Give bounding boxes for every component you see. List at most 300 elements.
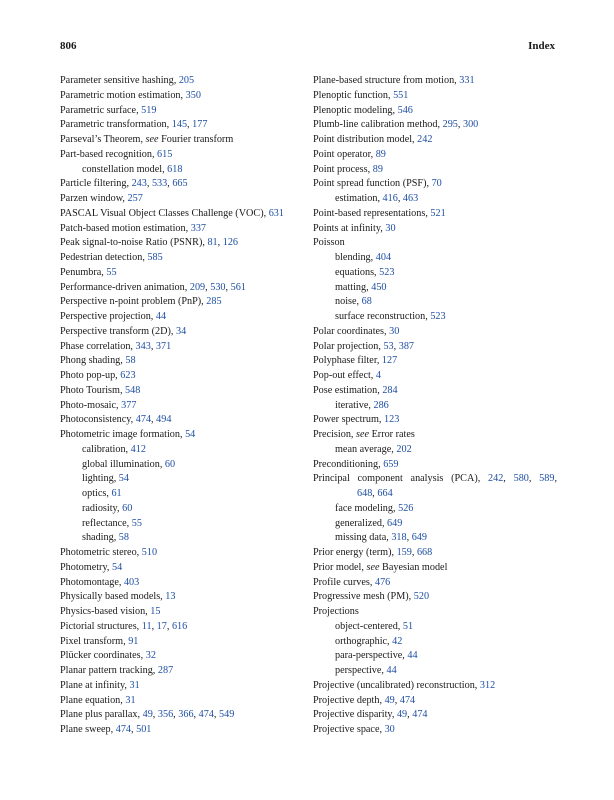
page-link[interactable]: 450	[371, 281, 387, 293]
page-link[interactable]: 44	[155, 311, 167, 322]
page-link[interactable]: 403	[123, 576, 140, 588]
index-term: global illumination,	[82, 458, 165, 470]
index-entry	[60, 649, 308, 664]
index-term: calibration,	[82, 443, 131, 455]
index-entry	[60, 325, 308, 340]
page-link[interactable]: 70	[431, 178, 442, 190]
index-entry: Projective depth, 49, 474	[313, 694, 416, 706]
page-link[interactable]: 285	[206, 296, 222, 308]
page-link[interactable]: 55	[131, 517, 142, 529]
index-entry	[60, 561, 308, 576]
index-term: Photometry,	[60, 561, 112, 573]
index-entry	[313, 413, 557, 428]
page-link[interactable]: 649	[411, 532, 427, 544]
page-link[interactable]: 54	[111, 561, 123, 573]
index-entry	[60, 384, 308, 399]
index-entry	[60, 369, 308, 384]
index-term: Plenoptic function,	[313, 89, 394, 101]
index-entry	[313, 133, 557, 148]
page-header	[60, 40, 555, 54]
index-entry	[313, 576, 557, 591]
index-term: Pop-out effect,	[313, 370, 376, 381]
index-term: shading,	[82, 532, 119, 544]
index-term: Plumb-line calibration method,	[313, 119, 443, 131]
see-target: Fourier transform	[158, 134, 234, 145]
index-subentry	[313, 443, 557, 458]
page-link[interactable]: 659	[383, 458, 399, 470]
index-column-left	[60, 74, 308, 738]
page-link[interactable]: 15	[150, 606, 161, 617]
index-term: Photo pop-up,	[60, 370, 121, 381]
index-term: missing data,	[335, 532, 392, 544]
index-entry	[60, 399, 308, 414]
page-link[interactable]: 127	[381, 355, 398, 367]
index-entry	[313, 679, 557, 694]
index-term: estimation,	[335, 193, 383, 204]
page-link[interactable]: 13	[165, 591, 176, 603]
index-term: Polyphase filter,	[313, 355, 382, 367]
index-entry	[60, 635, 308, 650]
index-term: Particle filtering,	[60, 178, 132, 190]
index-entry	[313, 590, 557, 605]
page-link[interactable]: 377	[121, 399, 137, 411]
page-link[interactable]: 463	[402, 193, 419, 204]
index-term: Physics-based vision,	[60, 606, 151, 617]
index-entry	[313, 207, 557, 222]
index-entry	[60, 133, 308, 148]
page-link[interactable]: 30	[385, 222, 396, 234]
index-term: Photometric image formation,	[60, 429, 186, 440]
page-link[interactable]: 126	[222, 237, 238, 249]
index-entry	[60, 546, 308, 561]
index-subentry	[313, 635, 557, 650]
index-term: Point spread function (PSF),	[313, 178, 432, 190]
index-entry	[313, 236, 557, 251]
page-link[interactable]: 34	[176, 325, 187, 337]
index-term: Perspective projection,	[60, 311, 156, 322]
index-term: mean average,	[335, 443, 397, 455]
index-term: Planar pattern tracking,	[60, 665, 158, 676]
see-target: Error rates	[369, 429, 415, 440]
index-subentry	[60, 487, 308, 502]
index-term: reflectance,	[82, 517, 132, 529]
index-entry: Parametric transformation, 145, 177	[60, 119, 208, 131]
index-entry	[60, 148, 308, 163]
index-entry	[313, 222, 557, 237]
page-link[interactable]: 55	[106, 266, 117, 278]
page-link[interactable]: 58	[125, 355, 136, 367]
index-entry: Plane sweep, 474, 501	[60, 724, 152, 735]
page-link[interactable]: 295	[442, 119, 458, 131]
index-term: Parametric motion estimation,	[60, 89, 186, 101]
page-link[interactable]: 533	[151, 178, 168, 190]
index-subentry	[313, 251, 557, 266]
page-link[interactable]: 416	[382, 193, 398, 204]
index-term: Projective (uncalibrated) reconstruction,	[313, 679, 480, 691]
index-subentry	[313, 649, 557, 664]
index-term: Pedestrian detection,	[60, 252, 148, 263]
index-term: matting,	[335, 281, 372, 293]
page-link[interactable]: 287	[157, 665, 174, 676]
see-reference: see	[366, 561, 380, 573]
page-link[interactable]: 17	[156, 620, 167, 632]
see-reference: see	[356, 429, 370, 440]
index-term: Points at infinity,	[313, 222, 386, 234]
page-link[interactable]: 350	[185, 89, 201, 101]
page-link[interactable]: 476	[374, 576, 391, 588]
index-term: Phase correlation,	[60, 340, 136, 352]
page-link[interactable]: 243	[131, 178, 147, 190]
page-link[interactable]: 523	[379, 266, 395, 278]
page-link[interactable]: 371	[155, 340, 172, 352]
index-term: Plücker coordinates,	[60, 650, 146, 662]
page-link[interactable]: 11	[141, 620, 152, 632]
page-link[interactable]: 404	[375, 252, 392, 263]
index-term: Preconditioning,	[313, 458, 384, 470]
index-subentry	[60, 502, 308, 517]
index-term: Plane-based structure from motion,	[313, 75, 460, 86]
index-entry	[60, 222, 308, 237]
index-entry	[313, 723, 557, 738]
index-term: iterative,	[335, 399, 374, 411]
page-link[interactable]: 474	[399, 694, 416, 706]
index-term: Polar projection,	[313, 340, 384, 352]
index-entry	[60, 251, 308, 266]
page-link[interactable]: 49	[396, 709, 408, 721]
page-link[interactable]: 615	[157, 148, 173, 160]
index-entry	[313, 89, 557, 104]
index-entry: Performance-driven animation, 209, 530, 561	[60, 281, 246, 293]
index-entry	[60, 354, 308, 369]
index-subentry	[60, 517, 308, 532]
page-link[interactable]: 242	[417, 134, 433, 145]
page-link[interactable]: 551	[393, 89, 409, 101]
page-link[interactable]: 474	[412, 709, 428, 721]
index-term: constellation model,	[82, 163, 168, 175]
index-term: Parseval’s Theorem,	[60, 134, 146, 145]
index-entry: Prior energy (term), 159, 668	[313, 547, 433, 558]
running-title: Index	[528, 40, 555, 52]
index-subentry	[313, 517, 557, 532]
index-term: Polar coordinates,	[313, 325, 390, 337]
page-link[interactable]: 31	[129, 679, 140, 691]
page-link[interactable]: 30	[389, 325, 400, 337]
index-term: Plane plus parallax,	[60, 709, 143, 721]
index-entry: Plumb-line calibration method, 295, 300	[313, 119, 479, 131]
see-target: Bayesian model	[379, 561, 448, 573]
index-term: Phong shading,	[60, 355, 126, 367]
index-term: Pose estimation,	[313, 384, 383, 396]
index-term: Pictorial structures,	[60, 620, 142, 632]
page-link[interactable]: 356	[157, 709, 174, 721]
page-link[interactable]: 668	[416, 547, 433, 558]
page-link[interactable]: 49	[142, 709, 153, 721]
page-link[interactable]: 520	[413, 591, 430, 603]
index-entry	[60, 74, 308, 89]
index-term: Photo Tourism,	[60, 384, 126, 396]
index-term: Plane equation,	[60, 694, 126, 706]
page-link[interactable]: 580	[513, 473, 529, 485]
page-link[interactable]: 202	[396, 443, 412, 455]
index-term: Power spectrum,	[313, 414, 385, 426]
page-link[interactable]: 474	[198, 709, 214, 721]
page-link[interactable]: 337	[190, 222, 206, 234]
page-link[interactable]: 159	[396, 547, 412, 558]
page-link[interactable]: 474	[115, 724, 132, 735]
index-subentry	[313, 664, 557, 679]
index-term: Photoconsistency,	[60, 414, 136, 426]
index-subentry	[60, 472, 308, 487]
index-entry	[60, 192, 308, 207]
page-link[interactable]: 32	[145, 650, 156, 662]
page-link[interactable]: 618	[167, 163, 183, 175]
index-entry	[313, 369, 557, 384]
page-link[interactable]: 548	[125, 384, 141, 396]
index-entry	[313, 148, 557, 163]
page-link[interactable]: 549	[219, 709, 235, 721]
index-subentry	[313, 502, 557, 517]
page-link[interactable]: 89	[372, 163, 383, 175]
page-link[interactable]: 664	[377, 488, 393, 499]
page-link[interactable]: 123	[384, 414, 400, 426]
page-link[interactable]: 387	[398, 340, 415, 352]
page-link[interactable]: 53	[383, 340, 394, 352]
index-entry	[313, 354, 557, 369]
page-link[interactable]: 300	[462, 119, 479, 131]
page-link[interactable]: 474	[135, 414, 152, 426]
index-entry	[313, 428, 557, 443]
index-term: object-centered,	[335, 620, 403, 632]
page-link[interactable]: 31	[125, 694, 136, 706]
page-link[interactable]: 343	[135, 340, 151, 352]
page-link[interactable]: 286	[373, 399, 389, 411]
index-term: Parzen window,	[60, 193, 128, 204]
page-link[interactable]: 44	[386, 665, 397, 676]
index-entry	[60, 605, 308, 620]
index-term: Perspective transform (2D),	[60, 325, 176, 337]
index-entry	[313, 561, 557, 576]
page-link[interactable]: 42	[392, 635, 403, 647]
index-entry: Peak signal-to-noise Ratio (PSNR), 81, 126	[60, 237, 238, 249]
index-entry	[313, 605, 557, 620]
index-entry	[313, 325, 557, 340]
see-reference: see	[145, 134, 159, 145]
page-link[interactable]: 30	[384, 724, 395, 735]
page-link[interactable]: 60	[164, 458, 176, 470]
index-subentry	[60, 443, 308, 458]
page-link[interactable]: 60	[122, 502, 133, 514]
index-term: Profile curves,	[313, 576, 375, 588]
index-term: Projective disparity,	[313, 709, 397, 721]
page-link[interactable]: 312	[479, 679, 496, 691]
index-entry: Particle filtering, 243, 533, 665	[60, 178, 188, 190]
index-term: orthographic,	[335, 635, 393, 647]
index-subentry	[60, 531, 308, 546]
page-link[interactable]: 665	[172, 178, 188, 190]
page-link[interactable]: 412	[130, 443, 146, 455]
index-entry	[60, 694, 308, 709]
index-entry	[60, 590, 308, 605]
page-link[interactable]: 44	[407, 650, 418, 662]
index-subentry	[313, 399, 557, 414]
page-link[interactable]: 49	[384, 694, 395, 706]
page-link[interactable]: 284	[382, 384, 398, 396]
index-term: face modeling,	[335, 502, 399, 514]
page-link[interactable]: 589	[539, 473, 555, 485]
index-column-right	[313, 74, 557, 738]
page-link[interactable]: 68	[361, 296, 372, 308]
index-entry	[60, 664, 308, 679]
page-link[interactable]: 501	[136, 724, 152, 735]
index-subentry	[60, 458, 308, 473]
index-term: Photomontage,	[60, 576, 124, 588]
page-link[interactable]: 523	[430, 311, 446, 322]
index-term: Prior energy (term),	[313, 547, 397, 558]
index-entry	[313, 74, 557, 89]
index-entry: Polar projection, 53, 387	[313, 340, 415, 352]
page-link[interactable]: 331	[459, 75, 475, 86]
page-link[interactable]: 530	[210, 281, 226, 293]
index-subentry	[60, 163, 308, 178]
index-subentry	[313, 281, 557, 296]
page-link[interactable]: 51	[402, 620, 414, 632]
trailing-comma: ,	[554, 473, 557, 485]
index-entry: Photoconsistency, 474, 494	[60, 414, 172, 426]
page-link[interactable]: 145	[171, 119, 188, 131]
index-entry	[60, 295, 308, 310]
page-link[interactable]: 631	[268, 207, 284, 219]
index-term: equations,	[335, 266, 380, 278]
page-link[interactable]: 61	[111, 488, 122, 499]
page-link[interactable]: 519	[141, 104, 157, 116]
index-entry	[313, 163, 557, 178]
page-link[interactable]: 366	[178, 709, 194, 721]
index-subentry: 648, 664	[357, 488, 393, 499]
index-term: perspective,	[335, 665, 387, 676]
page-link[interactable]: 521	[430, 207, 446, 219]
index-term: PASCAL Visual Object Classes Challenge (VOC),	[60, 207, 269, 219]
page-link[interactable]: 177	[192, 119, 208, 131]
index-entry: Pictorial structures, 11, 17, 616	[60, 620, 188, 632]
index-term: Progressive mesh (PM),	[313, 591, 414, 603]
index-term: optics,	[82, 488, 112, 499]
index-entry	[60, 576, 308, 591]
index-entry	[60, 104, 308, 119]
index-term: Point distribution model,	[313, 134, 418, 145]
index-subentry	[313, 266, 557, 281]
index-entry	[60, 89, 308, 104]
page-link[interactable]: 648	[357, 488, 373, 499]
index-term: Part-based recognition,	[60, 148, 158, 160]
index-term: lighting,	[82, 473, 119, 485]
index-term: Patch-based motion estimation,	[60, 222, 191, 234]
index-term: Plane sweep,	[60, 724, 116, 735]
index-entry	[60, 310, 308, 325]
page-link[interactable]: 81	[207, 237, 218, 249]
index-term: Point operator,	[313, 148, 376, 160]
index-entry	[313, 458, 557, 473]
index-subentry	[313, 310, 557, 325]
page-link[interactable]: 494	[156, 414, 172, 426]
index-entry: Projective disparity, 49, 474	[313, 709, 428, 721]
index-term: Performance-driven animation,	[60, 281, 190, 293]
index-subentry: missing data, 318, 649	[335, 532, 427, 544]
page-link[interactable]: 526	[398, 502, 414, 514]
index-term: Principal component analysis (PCA),	[313, 473, 489, 485]
index-term: Peak signal-to-noise Ratio (PSNR),	[60, 237, 208, 249]
index-term: Penumbra,	[60, 266, 107, 278]
page-link[interactable]: 54	[185, 429, 196, 440]
index-term: radiosity,	[82, 502, 123, 514]
page-link[interactable]: 585	[147, 252, 163, 263]
page-link[interactable]: 91	[128, 635, 139, 647]
index-term: Photometric stereo,	[60, 547, 142, 558]
index-entry	[313, 177, 557, 192]
page-link[interactable]: 649	[387, 517, 403, 529]
index-term: Parametric surface,	[60, 104, 142, 116]
page-link[interactable]: 257	[127, 193, 143, 204]
index-term: Projective space,	[313, 724, 385, 735]
page-link[interactable]: 205	[178, 75, 195, 86]
index-entry: Principal component analysis (PCA), 242, 580, 589,	[313, 473, 557, 485]
index-entry	[313, 104, 557, 119]
page-link[interactable]: 209	[189, 281, 206, 293]
index-term: Perspective n-point problem (PnP),	[60, 296, 207, 308]
page-link[interactable]: 318	[391, 532, 407, 544]
index-term: Pixel transform,	[60, 635, 129, 647]
index-entry: Phase correlation, 343, 371	[60, 340, 172, 352]
index-entry	[60, 207, 308, 222]
index-term: Photo-mosaic,	[60, 399, 122, 411]
index-term: Prior model,	[313, 561, 367, 573]
page-link[interactable]: 546	[397, 104, 413, 116]
index-term: Precision,	[313, 429, 357, 440]
index-entry	[60, 266, 308, 281]
index-term: Parameter sensitive hashing,	[60, 75, 179, 86]
index-term: para-perspective,	[335, 650, 408, 662]
index-term: Projective depth,	[313, 694, 385, 706]
index-entry	[60, 679, 308, 694]
page-link[interactable]: 561	[230, 281, 246, 293]
page-link[interactable]: 242	[488, 473, 504, 485]
page-link[interactable]: 89	[375, 148, 386, 160]
index-term: Point-based representations,	[313, 207, 431, 219]
index-term: Point process,	[313, 163, 373, 175]
index-subentry	[313, 620, 557, 635]
index-term: Physically based models,	[60, 591, 166, 603]
page-link[interactable]: 623	[120, 370, 136, 381]
index-entry	[313, 384, 557, 399]
index-term: Parametric transformation,	[60, 119, 172, 131]
index-term: Poisson	[313, 237, 345, 249]
index-term: Plane at infinity,	[60, 679, 130, 691]
index-term: Projections	[313, 606, 359, 617]
index-entry	[60, 428, 308, 443]
index-subentry: estimation, 416, 463	[335, 193, 419, 204]
page-link[interactable]: 510	[141, 547, 158, 558]
index-entry: Plane plus parallax, 49, 356, 366, 474, 549	[60, 709, 235, 721]
index-subentry	[313, 295, 557, 310]
page-link[interactable]: 616	[171, 620, 188, 632]
page-link[interactable]: 54	[118, 473, 129, 485]
index-term: surface reconstruction,	[335, 311, 431, 322]
index-term: noise,	[335, 296, 362, 308]
page-number: 806	[60, 40, 77, 52]
index-term: Plenoptic modeling,	[313, 104, 398, 116]
index-term: generalized,	[335, 517, 388, 529]
page-link[interactable]: 4	[375, 370, 381, 381]
page-link[interactable]: 58	[118, 532, 129, 544]
